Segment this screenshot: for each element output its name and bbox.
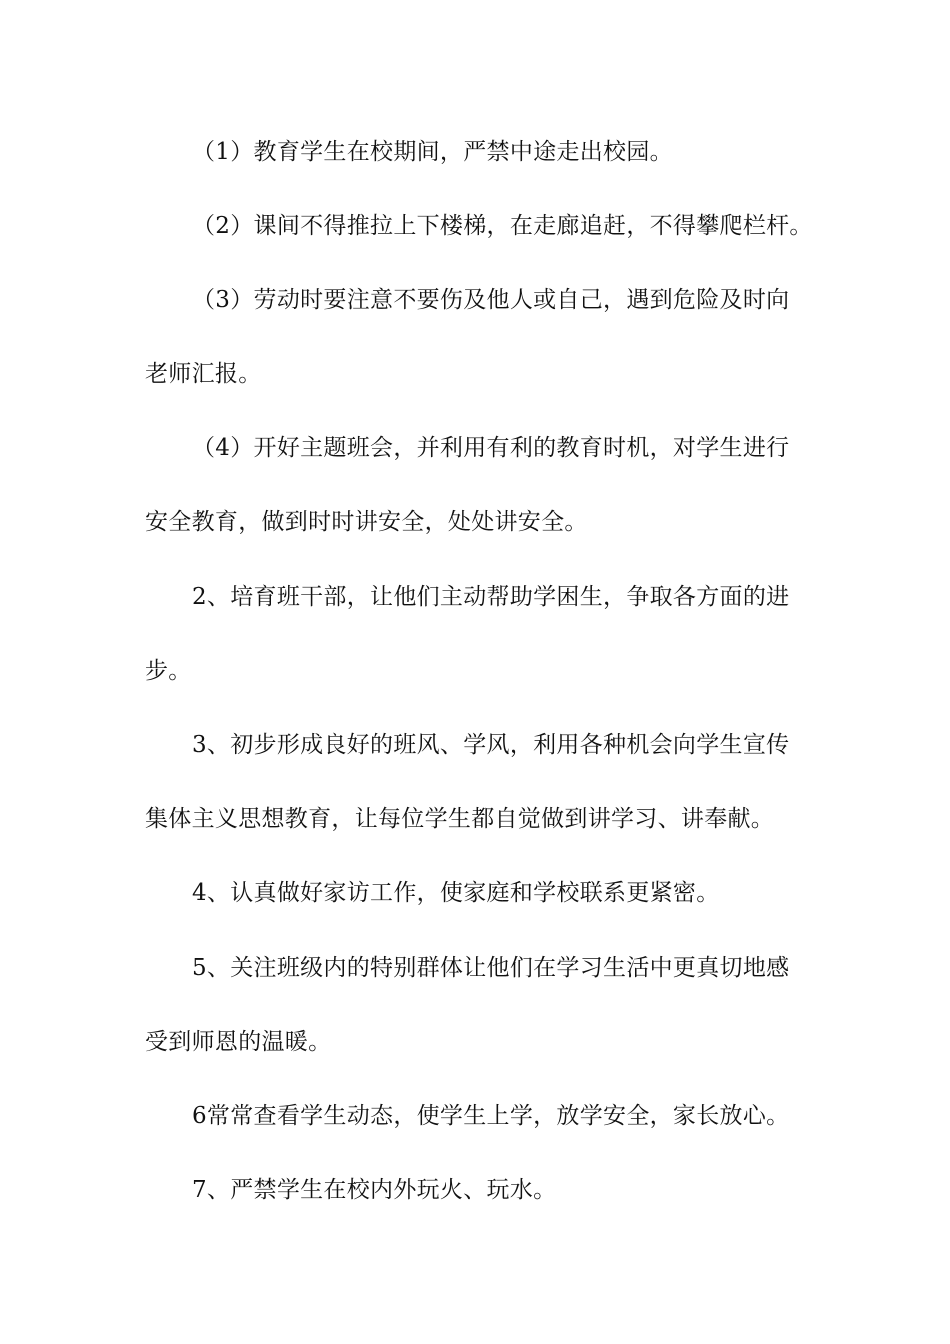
paragraph-line: 老师汇报。 (145, 361, 262, 387)
paragraph-line: 3、初步形成良好的班风、学风，利用各种机会向学生宣传 (192, 732, 790, 758)
paragraph-line: （2）课间不得推拉上下楼梯，在走廊追赶，不得攀爬栏杆。 (192, 213, 813, 239)
paragraph-line: 安全教育，做到时时讲安全，处处讲安全。 (145, 509, 588, 535)
paragraph-line: 步。 (145, 658, 192, 684)
paragraph-line: 受到师恩的温暖。 (145, 1029, 332, 1055)
paragraph-line: 6常常查看学生动态，使学生上学，放学安全，家长放心。 (192, 1103, 790, 1129)
paragraph-line: （1）教育学生在校期间，严禁中途走出校园。 (192, 139, 673, 165)
paragraph-line: 4、认真做好家访工作，使家庭和学校联系更紧密。 (192, 880, 720, 906)
paragraph-line: 集体主义思想教育，让每位学生都自觉做到讲学习、讲奉献。 (145, 806, 775, 832)
paragraph-line: 5、关注班级内的特别群体让他们在学习生活中更真切地感 (192, 955, 790, 981)
paragraph-line: （3）劳动时要注意不要伤及他人或自己，遇到危险及时向 (192, 287, 790, 313)
paragraph-line: （4）开好主题班会，并利用有利的教育时机，对学生进行 (192, 435, 790, 461)
paragraph-line: 2、培育班干部，让他们主动帮助学困生，争取各方面的进 (192, 584, 790, 610)
paragraph-line: 7、严禁学生在校内外玩火、玩水。 (192, 1177, 557, 1203)
